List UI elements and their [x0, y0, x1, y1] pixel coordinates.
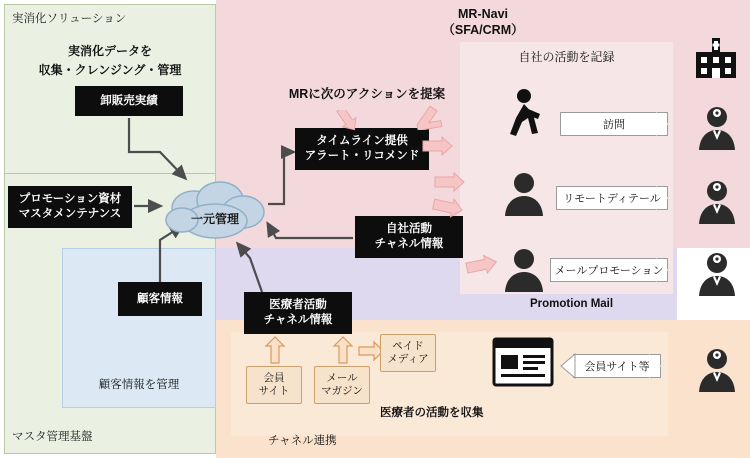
channel-box-mail-magazine	[314, 366, 370, 404]
banner-kaiin-site-label: 会員サイト等	[584, 361, 650, 373]
pink-arrow-5	[464, 254, 500, 280]
timeline-line2: アラート・リコメンド	[304, 150, 420, 162]
label-mr-next-action: MRに次のアクションを提案	[288, 87, 446, 101]
iryousha-channel-line1: 医療者活動	[269, 299, 327, 311]
chbox-kaiin-line2: サイト	[258, 385, 290, 397]
banner-homon	[560, 112, 668, 136]
person-mail-icon	[500, 246, 548, 299]
chbox-mailmag-line2: マガジン	[321, 385, 363, 397]
box-kokyaku-joho: 顧客情報	[118, 282, 202, 316]
mr-navi-title-line2: （SFA/CRM）	[442, 23, 524, 37]
jisha-channel-line1: 自社活動	[386, 223, 432, 235]
jisshouka-data-line2: 収集・クレンジング・管理	[38, 63, 182, 77]
banner-remote-detail	[556, 186, 668, 210]
chbox-paid-line1: ペイド	[392, 340, 424, 352]
orange-arrow-kaiin	[264, 336, 286, 364]
jisha-channel-line2: チャネル情報	[374, 238, 444, 250]
region-title-kokyaku: 顧客情報を管理	[98, 379, 180, 391]
banner-kaiin-site	[573, 354, 661, 378]
cloud-label: 一元管理	[190, 212, 239, 226]
pink-arrow-1	[414, 104, 450, 130]
doctor-icon-2	[696, 178, 738, 231]
banner-mail-label: メールプロモーション	[554, 265, 664, 277]
iryousha-channel-line2: チャネル情報	[263, 314, 333, 326]
doctor-icon-3	[696, 250, 738, 303]
region-title-promotion-mail: Promotion Mail	[530, 298, 614, 310]
box-promotion-shizai-master	[8, 186, 132, 228]
region-title-iryousha-katsudo: 医療者の活動を収集	[380, 407, 484, 419]
promo-shiryo-line2: マスタメンテナンス	[18, 208, 122, 220]
jisshouka-data-line1: 実消化データを	[67, 44, 152, 58]
person-user-icon	[500, 170, 548, 223]
box-iryousha-katsudo-channel	[244, 292, 352, 334]
promo-shiryo-line1: プロモーション資材	[18, 193, 122, 205]
box-oroshi-hanbai-jisseki: 卸販売実績	[75, 86, 183, 116]
region-title-jisshouka: 実消化ソリューション	[12, 13, 127, 25]
pink-arrow-6	[332, 110, 362, 132]
channel-box-paid-media	[380, 334, 436, 372]
region-title-jisha-katsudo: 自社の活動を記録	[518, 50, 615, 64]
person-walking-icon	[500, 88, 548, 147]
banner-kaiin-site-arrowhead	[560, 353, 576, 384]
orange-arrow-mailmag	[332, 336, 354, 364]
pink-arrow-3	[432, 172, 466, 196]
label-jisshouka-data	[14, 42, 206, 80]
box-jisha-katsudo-channel	[355, 216, 463, 258]
banner-mail-promotion	[550, 258, 668, 282]
pink-arrow-4	[430, 196, 464, 222]
chbox-paid-line2: メディア	[387, 353, 429, 365]
banner-remote-label: リモートディテール	[563, 193, 661, 205]
region-title-master: マスタ管理基盤	[12, 431, 93, 443]
pink-arrow-2	[420, 136, 454, 160]
mr-navi-title-line1: MR-Navi	[457, 7, 508, 21]
chbox-mailmag-line1: メール	[326, 372, 358, 384]
doctor-icon-1	[696, 104, 738, 157]
timeline-line1: タイムライン提供	[316, 135, 408, 147]
box-timeline-alert	[295, 128, 429, 170]
channel-box-kaiin-site	[246, 366, 302, 404]
region-title-channel: チャネル連携	[268, 435, 337, 447]
hospital-icon	[692, 38, 740, 85]
region-title-mr-navi	[216, 6, 750, 38]
web-page-icon	[492, 336, 554, 390]
doctor-icon-4	[696, 346, 738, 399]
banner-homon-label: 訪問	[603, 119, 625, 131]
chbox-kaiin-line1: 会員	[263, 372, 285, 384]
